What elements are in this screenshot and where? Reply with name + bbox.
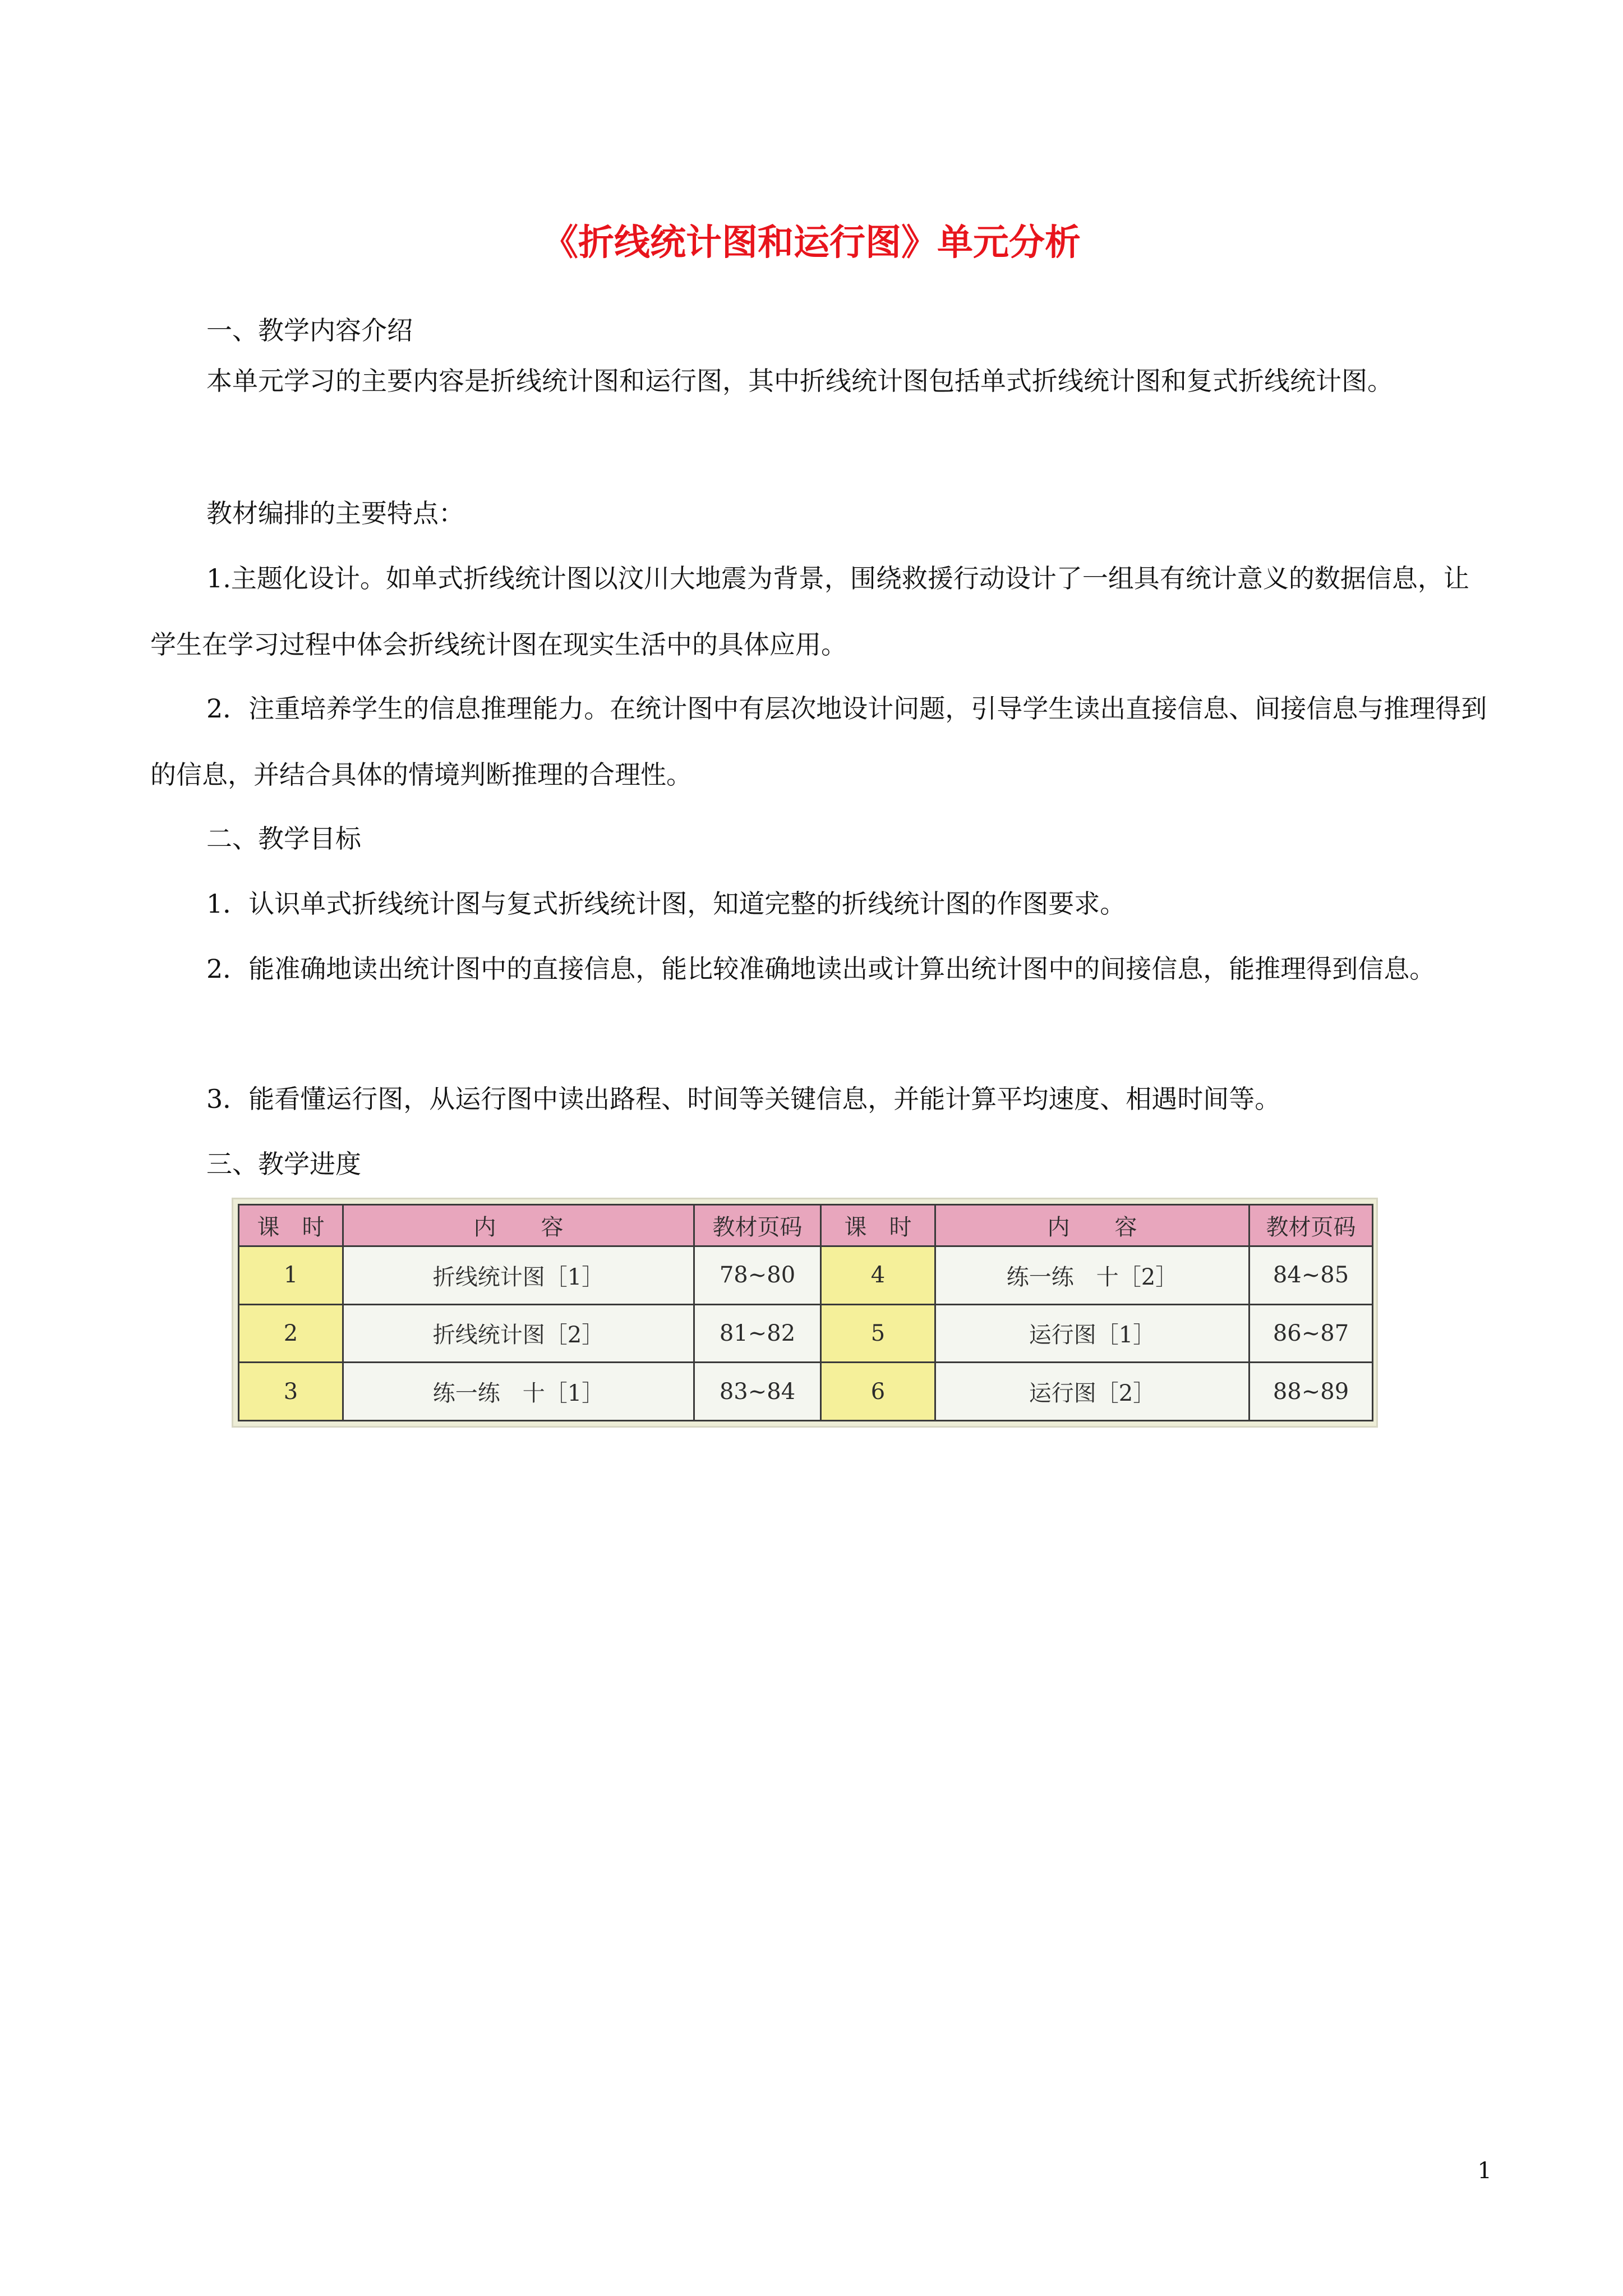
content-cell: 运行图［2］: [935, 1363, 1249, 1421]
pages-cell: 83~84: [694, 1363, 821, 1421]
schedule-table: [238, 1204, 1373, 1421]
content-cell: 练一练 十［1］: [343, 1363, 694, 1421]
pages-cell: 86~87: [1249, 1304, 1373, 1363]
header-cell-period: 课 时: [239, 1205, 343, 1246]
schedule-table-image: [233, 1199, 1376, 1426]
header-cell-content: 内 容: [343, 1205, 694, 1246]
period-cell: 2: [239, 1304, 343, 1363]
feature-item-2: 2．注重培养学生的信息推理能力。在统计图中有层次地设计问题，引导学生读出直接信息、间接信息与推理得到的信息，并结合具体的情境判断推理的合理性。: [150, 693, 1487, 790]
document-title: 《折线统计图和运行图》单元分析: [542, 222, 1081, 264]
section-heading-schedule: 三、教学进度: [206, 1149, 361, 1179]
goal-item-3: 3．能看懂运行图，从运行图中读出路程、时间等关键信息，并能计算平均速度、相遇时间等。: [206, 1084, 1281, 1114]
goal-item-1: 1．认识单式折线统计图与复式折线统计图，知道完整的折线统计图的作图要求。: [206, 889, 1126, 919]
content-cell: 运行图［1］: [935, 1304, 1249, 1363]
content-paragraph: 本单元学习的主要内容是折线统计图和运行图，其中折线统计图包括单式折线统计图和复式折线统计图。: [206, 366, 1393, 396]
period-cell: 4: [821, 1246, 935, 1304]
page-number: 1: [1477, 2158, 1492, 2184]
content-cell: 折线统计图［1］: [343, 1246, 694, 1304]
table-row: [239, 1246, 1373, 1304]
pages-cell: 84~85: [1249, 1246, 1373, 1304]
pages-cell: 78~80: [694, 1246, 821, 1304]
pages-cell: 88~89: [1249, 1363, 1373, 1421]
header-cell-pages: 教材页码: [1249, 1205, 1373, 1246]
content-cell: 折线统计图［2］: [343, 1304, 694, 1363]
table-row: [239, 1304, 1373, 1363]
period-cell: 3: [239, 1363, 343, 1421]
content-cell: 练一练 十［2］: [935, 1246, 1249, 1304]
goal-item-2: 2．能准确地读出统计图中的直接信息，能比较准确地读出或计算出统计图中的间接信息，能推理得到信息。: [206, 954, 1436, 984]
feature-item-1: 1.主题化设计。如单式折线统计图以汶川大地震为背景，围绕救援行动设计了一组具有统计意义的数据信息，让学生在学习过程中体会折线统计图在现实生活中的具体应用。: [150, 563, 1469, 660]
header-cell-pages: 教材页码: [694, 1205, 821, 1246]
period-cell: 6: [821, 1363, 935, 1421]
section-heading-goals: 二、教学目标: [206, 823, 361, 854]
header-cell-period: 课 时: [821, 1205, 935, 1246]
period-cell: 1: [239, 1246, 343, 1304]
schedule-header-row: [239, 1205, 1373, 1246]
section-heading-content: 一、教学内容介绍: [206, 315, 413, 346]
period-cell: 5: [821, 1304, 935, 1363]
pages-cell: 81~82: [694, 1304, 821, 1363]
features-heading: 教材编排的主要特点：: [206, 498, 464, 528]
table-row: [239, 1363, 1373, 1421]
header-cell-content: 内 容: [935, 1205, 1249, 1246]
